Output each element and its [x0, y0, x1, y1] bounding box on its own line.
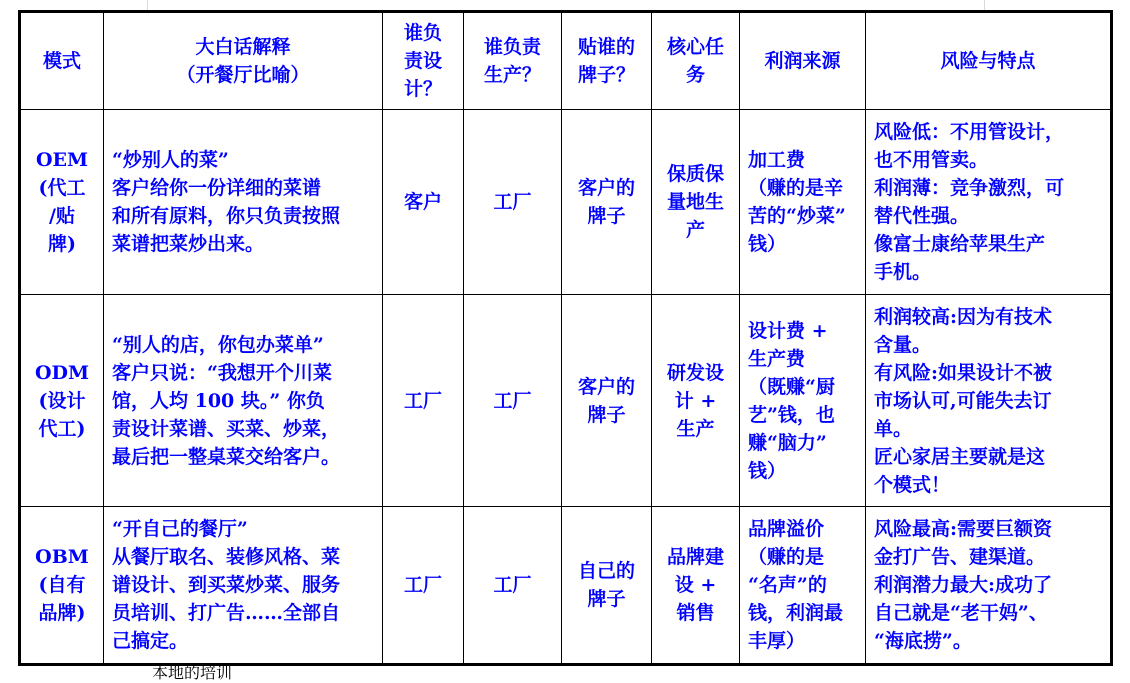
core-task-cell: 保质保 量地生 产 — [652, 110, 740, 295]
brand-cell: 自己的 牌子 — [562, 507, 652, 665]
profit-source-cell: 设计费 + 生产费 （既赚“厨 艺”钱，也 赚“脑力” 钱） — [740, 295, 866, 507]
mode-cell: OEM (代工 /贴 牌) — [20, 110, 104, 295]
header-core-task: 核心任 务 — [652, 12, 740, 110]
producer-cell: 工厂 — [464, 295, 562, 507]
header-profit-source: 利润来源 — [740, 12, 866, 110]
header-plain-explanation: 大白话解释 （开餐厅比喻） — [104, 12, 383, 110]
designer-cell: 工厂 — [383, 295, 464, 507]
table-row-odm — [20, 295, 1112, 507]
header-who-designs: 谁负 责设 计？ — [383, 12, 464, 110]
core-task-cell: 研发设 计 + 生产 — [652, 295, 740, 507]
plain-explanation-cell: “炒别人的菜” 客户给你一份详细的菜谱 和所有原料，你只负责按照 菜谱把菜炒出来。 — [104, 110, 383, 295]
business-model-table — [18, 10, 1113, 666]
risk-features-cell: 风险最高:需要巨额资 金打广告、建渠道。 利润潜力最大:成功了 自己就是“老干妈”、 “海底捞”。 — [866, 507, 1112, 665]
footer-text: 本地的培训 — [152, 663, 233, 682]
core-task-cell: 品牌建 设 + 销售 — [652, 507, 740, 665]
profit-source-cell: 品牌溢价 （赚的是 “名声”的 钱，利润最 丰厚） — [740, 507, 866, 665]
page-margin-guide-left — [147, 0, 148, 10]
brand-cell: 客户的 牌子 — [562, 295, 652, 507]
table-row-oem — [20, 110, 1112, 295]
risk-features-cell: 风险低：不用管设计， 也不用管卖。 利润薄：竞争激烈，可 替代性强。 像富士康给苹果生产 手机。 — [866, 110, 1112, 295]
header-row — [20, 12, 1112, 110]
risk-features-cell: 利润较高:因为有技术 含量。 有风险:如果设计不被 市场认可,可能失去订 单。 匠心家居主要就是这 个模式！ — [866, 295, 1112, 507]
mode-cell: OBM (自有 品牌) — [20, 507, 104, 665]
plain-explanation-cell: “开自己的餐厅” 从餐厅取名、装修风格、菜 谱设计、到买菜炒菜、服务 员培训、打广告……全部自 己搞定。 — [104, 507, 383, 665]
brand-cell: 客户的 牌子 — [562, 110, 652, 295]
header-whose-brand: 贴谁的 牌子？ — [562, 12, 652, 110]
designer-cell: 工厂 — [383, 507, 464, 665]
profit-source-cell: 加工费 （赚的是辛 苦的“炒菜” 钱） — [740, 110, 866, 295]
designer-cell: 客户 — [383, 110, 464, 295]
header-mode: 模式 — [20, 12, 104, 110]
page-margin-guide-right — [984, 0, 985, 10]
producer-cell: 工厂 — [464, 507, 562, 665]
plain-explanation-cell: “别人的店，你包办菜单” 客户只说：“我想开个川菜 馆，人均 100 块。” 你负 责设计菜谱、买菜、炒菜， 最后把一整桌菜交给客户。 — [104, 295, 383, 507]
producer-cell: 工厂 — [464, 110, 562, 295]
header-who-produces: 谁负责 生产？ — [464, 12, 562, 110]
mode-cell: ODM (设计 代工) — [20, 295, 104, 507]
table-row-obm — [20, 507, 1112, 665]
header-risk-features: 风险与特点 — [866, 12, 1112, 110]
